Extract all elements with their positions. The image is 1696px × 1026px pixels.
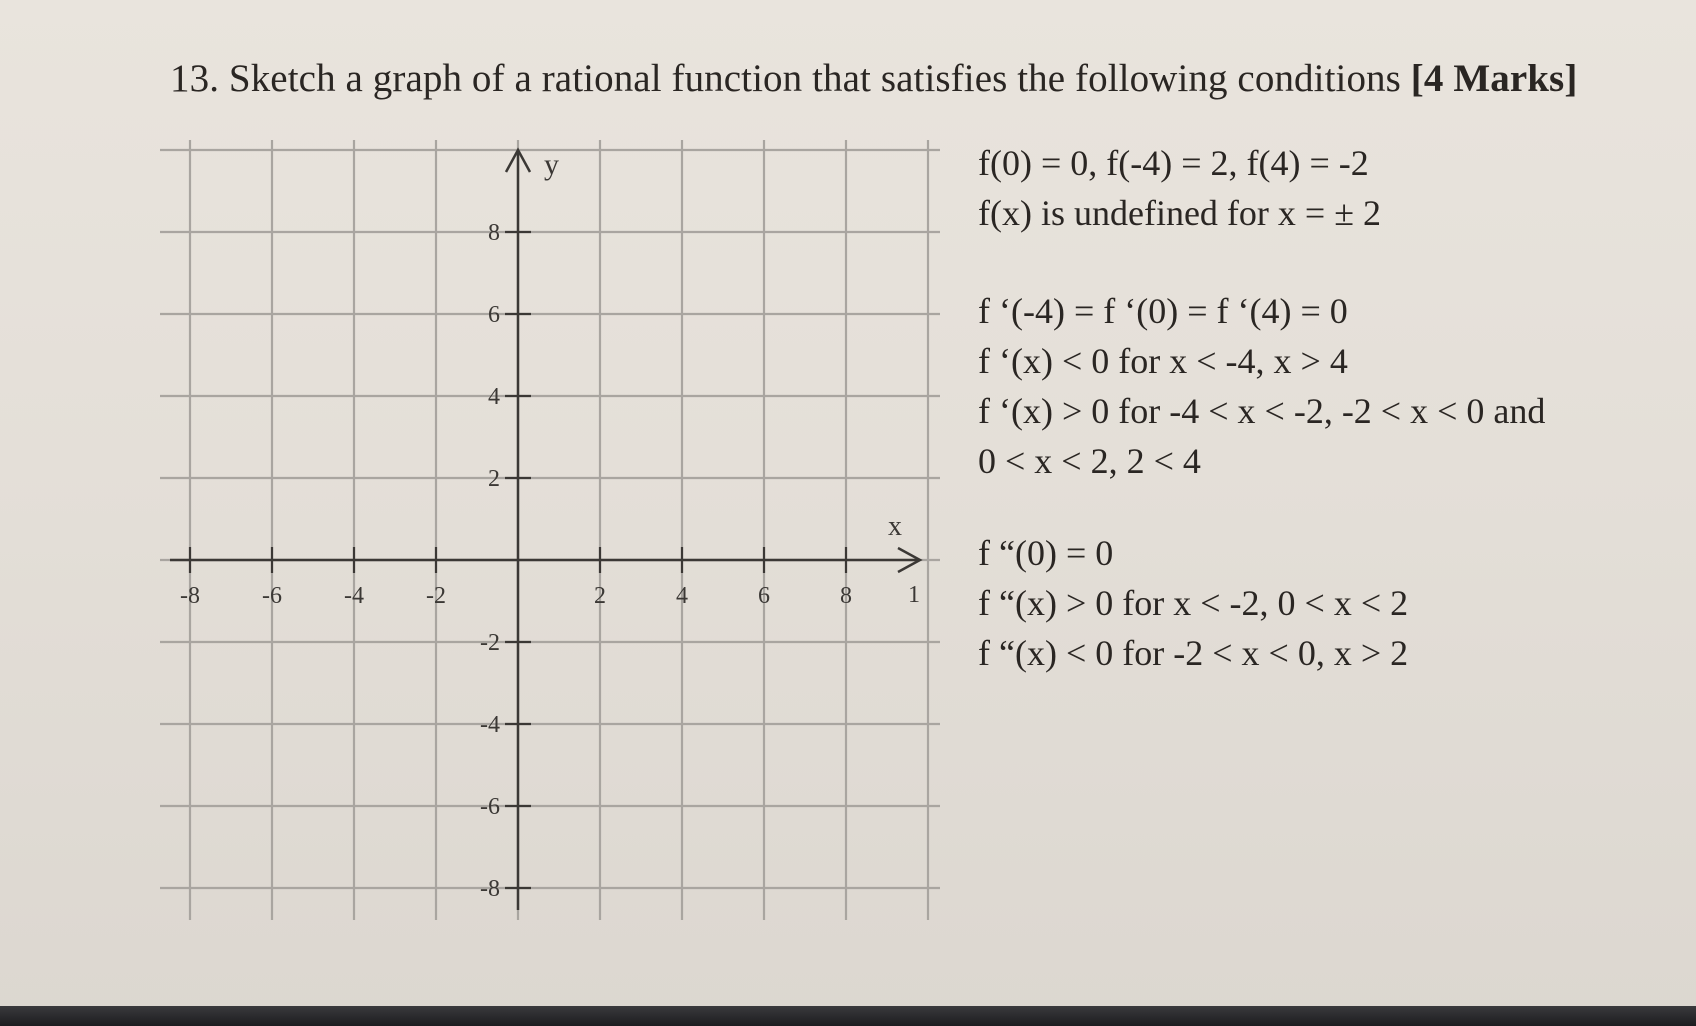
y-tick-label: -4 [480,712,500,738]
question-title [170,56,1577,101]
condition-line: f “(0) = 0 [978,533,1114,573]
question-marks: [4 Marks] [1410,57,1578,100]
condition-line: f(x) is undefined for x = ± 2 [978,193,1381,233]
y-tick-label: 2 [488,466,500,492]
y-tick-label: 8 [488,220,500,246]
y-axis-label: y [544,148,559,181]
question-text: Sketch a graph of a rational function that satisfies the following conditions [228,57,1401,100]
x-tick-label: 8 [840,583,852,609]
spacer [978,486,1545,528]
y-tick-label: 4 [488,384,500,410]
y-tick-label: -6 [480,794,500,820]
x-tick-label: -4 [344,583,364,609]
x-tick-label: -6 [262,583,282,609]
y-tick-label: 6 [488,302,500,328]
question-number: 13. [170,57,220,100]
desk-edge [0,1006,1696,1026]
condition-line: 0 < x < 2, 2 < 4 [978,441,1201,481]
x-ticks [180,547,852,609]
x-tick-label: 6 [758,583,770,609]
condition-line: f ‘(-4) = f ‘(0) = f ‘(4) = 0 [978,291,1348,331]
condition-line: f “(x) > 0 for x < -2, 0 < x < 2 [978,583,1409,623]
x-edge-label: 1 [908,582,920,608]
condition-line: f(0) = 0, f(-4) = 2, f(4) = -2 [978,143,1369,183]
y-tick-label: -2 [480,630,500,656]
y-tick-label: -8 [480,876,500,902]
condition-line: f “(x) < 0 for -2 < x < 0, x > 2 [978,633,1409,673]
x-tick-label: -8 [180,583,200,609]
x-tick-label: 4 [676,583,688,609]
conditions-list [978,138,1545,678]
x-axis-label: x [888,511,902,542]
coordinate-grid [160,140,940,920]
condition-line: f ‘(x) < 0 for x < -4, x > 4 [978,341,1348,381]
x-tick-label: -2 [426,583,446,609]
spacer [978,238,1545,286]
axes [170,150,920,910]
x-tick-label: 2 [594,583,606,609]
condition-line: f ‘(x) > 0 for -4 < x < -2, -2 < x < 0 and [978,391,1546,431]
grid-lines [160,140,940,920]
